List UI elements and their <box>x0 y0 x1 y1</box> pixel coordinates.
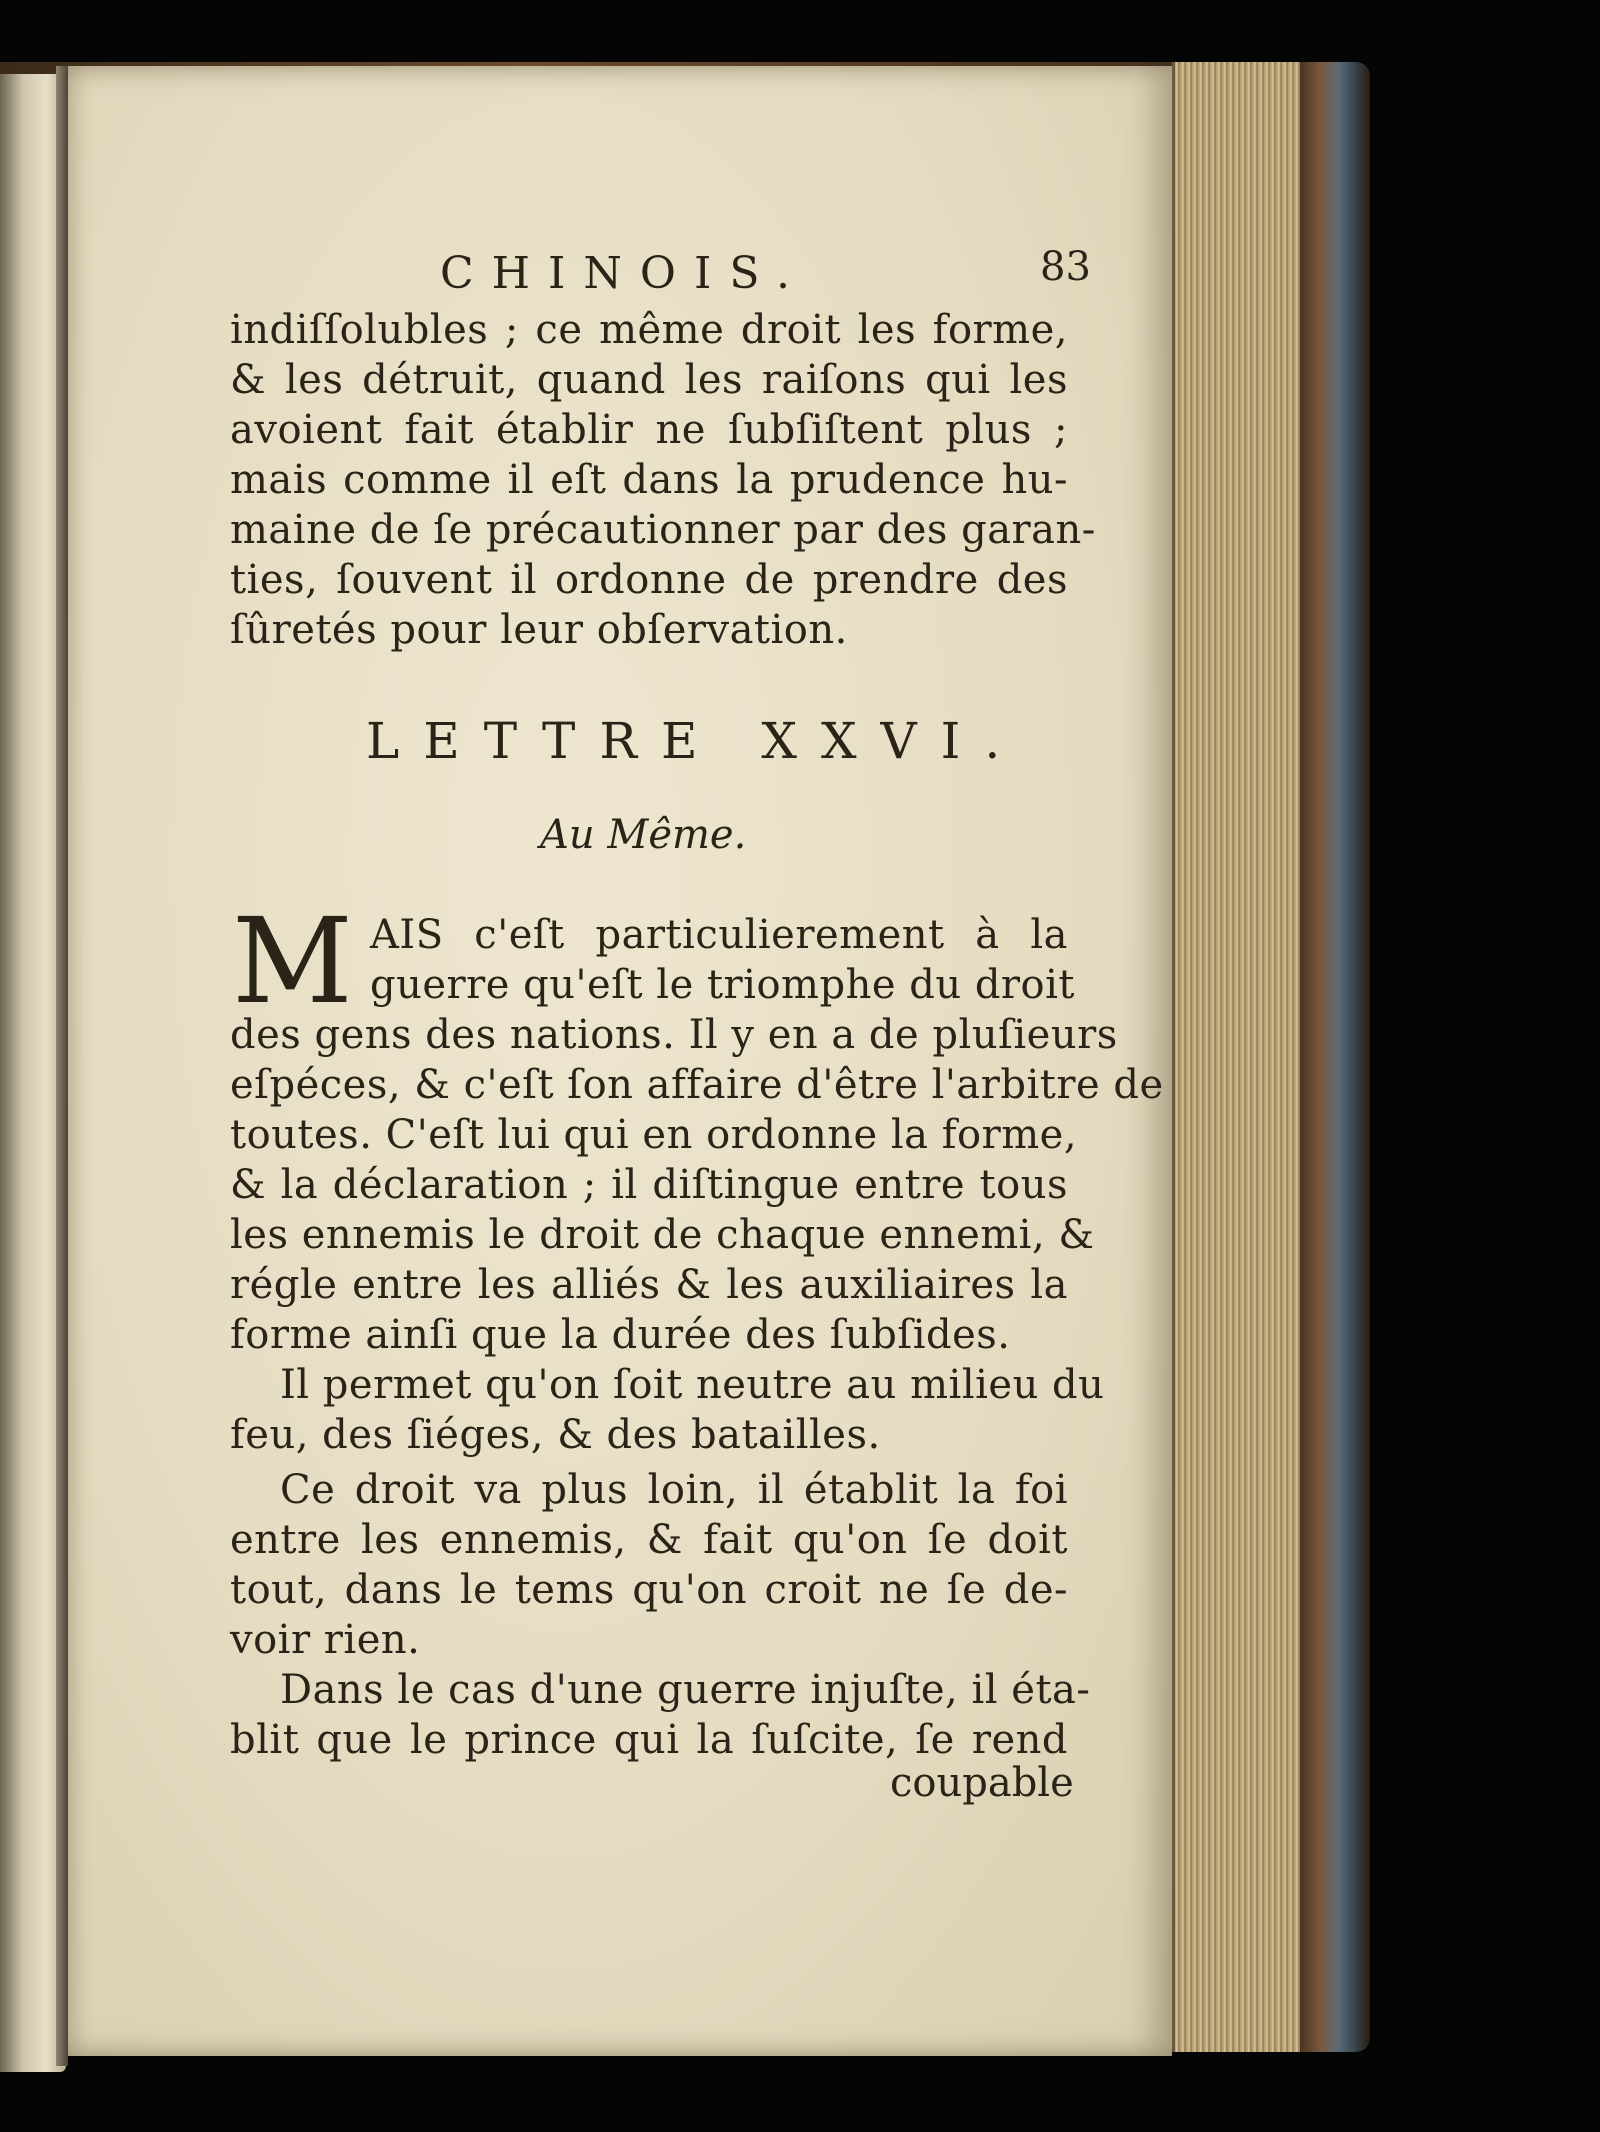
text-line: forme ainſi que la durée des ſubſides. <box>230 1312 1011 1358</box>
text-line: & la déclaration ; il diſtingue entre tous <box>230 1162 1068 1208</box>
page-edges <box>1172 62 1315 2052</box>
text-line: indiſſolubles ; ce même droit les forme, <box>230 307 1068 353</box>
text-line: Il permet qu'on ſoit neutre au milieu du <box>280 1362 1105 1408</box>
letter-heading: LETTRE XXVI. <box>366 712 1025 770</box>
text-line: régle entre les alliés & les auxiliaires la <box>230 1262 1068 1308</box>
drop-cap: M <box>232 892 353 1030</box>
page-number: 83 <box>1040 244 1091 290</box>
text-line: blit que le prince qui la ſuſcite, ſe rend <box>230 1717 1068 1763</box>
text-line: Ce droit va plus loin, il établit la foi <box>280 1467 1068 1513</box>
text-line: guerre qu'eſt le triomphe du droit <box>370 962 1075 1008</box>
text-line: toutes. C'eſt lui qui en ordonne la forme, <box>230 1112 1078 1158</box>
text-line: feu, des ſiéges, & des batailles. <box>230 1412 881 1458</box>
page-gutter <box>56 66 68 2066</box>
text-line: Dans le cas d'une guerre injuſte, il éta- <box>280 1667 1091 1713</box>
text-line: entre les ennemis, & fait qu'on ſe doit <box>230 1517 1068 1563</box>
text-line: avoient fait établir ne ſubſiſtent plus ; <box>230 407 1068 453</box>
text-line: eſpéces, & c'eſt ſon affaire d'être l'arbitre de <box>230 1062 1164 1108</box>
text-line: mais comme il eſt dans la prudence hu- <box>230 457 1068 503</box>
text-line: les ennemis le droit de chaque ennemi, & <box>230 1212 1095 1258</box>
text-line: voir rien. <box>230 1617 421 1663</box>
catchword: coupable <box>890 1760 1074 1806</box>
text-line: AIS c'eſt particulierement à la <box>370 912 1068 958</box>
text-line: des gens des nations. Il y en a de pluſieurs <box>230 1012 1118 1058</box>
running-head: CHINOIS. <box>440 248 808 299</box>
letter-subheading: Au Même. <box>540 812 747 858</box>
text-line: maine de ſe précautionner par des garan- <box>230 507 1096 553</box>
text-line: ties, ſouvent il ordonne de prendre des <box>230 557 1068 603</box>
text-line: ſûretés pour leur obſervation. <box>230 607 848 653</box>
book-cover-right <box>1300 62 1370 2052</box>
text-line: tout, dans le tems qu'on croit ne ſe de- <box>230 1567 1068 1613</box>
text-line: & les détruit, quand les raiſons qui les <box>230 357 1068 403</box>
